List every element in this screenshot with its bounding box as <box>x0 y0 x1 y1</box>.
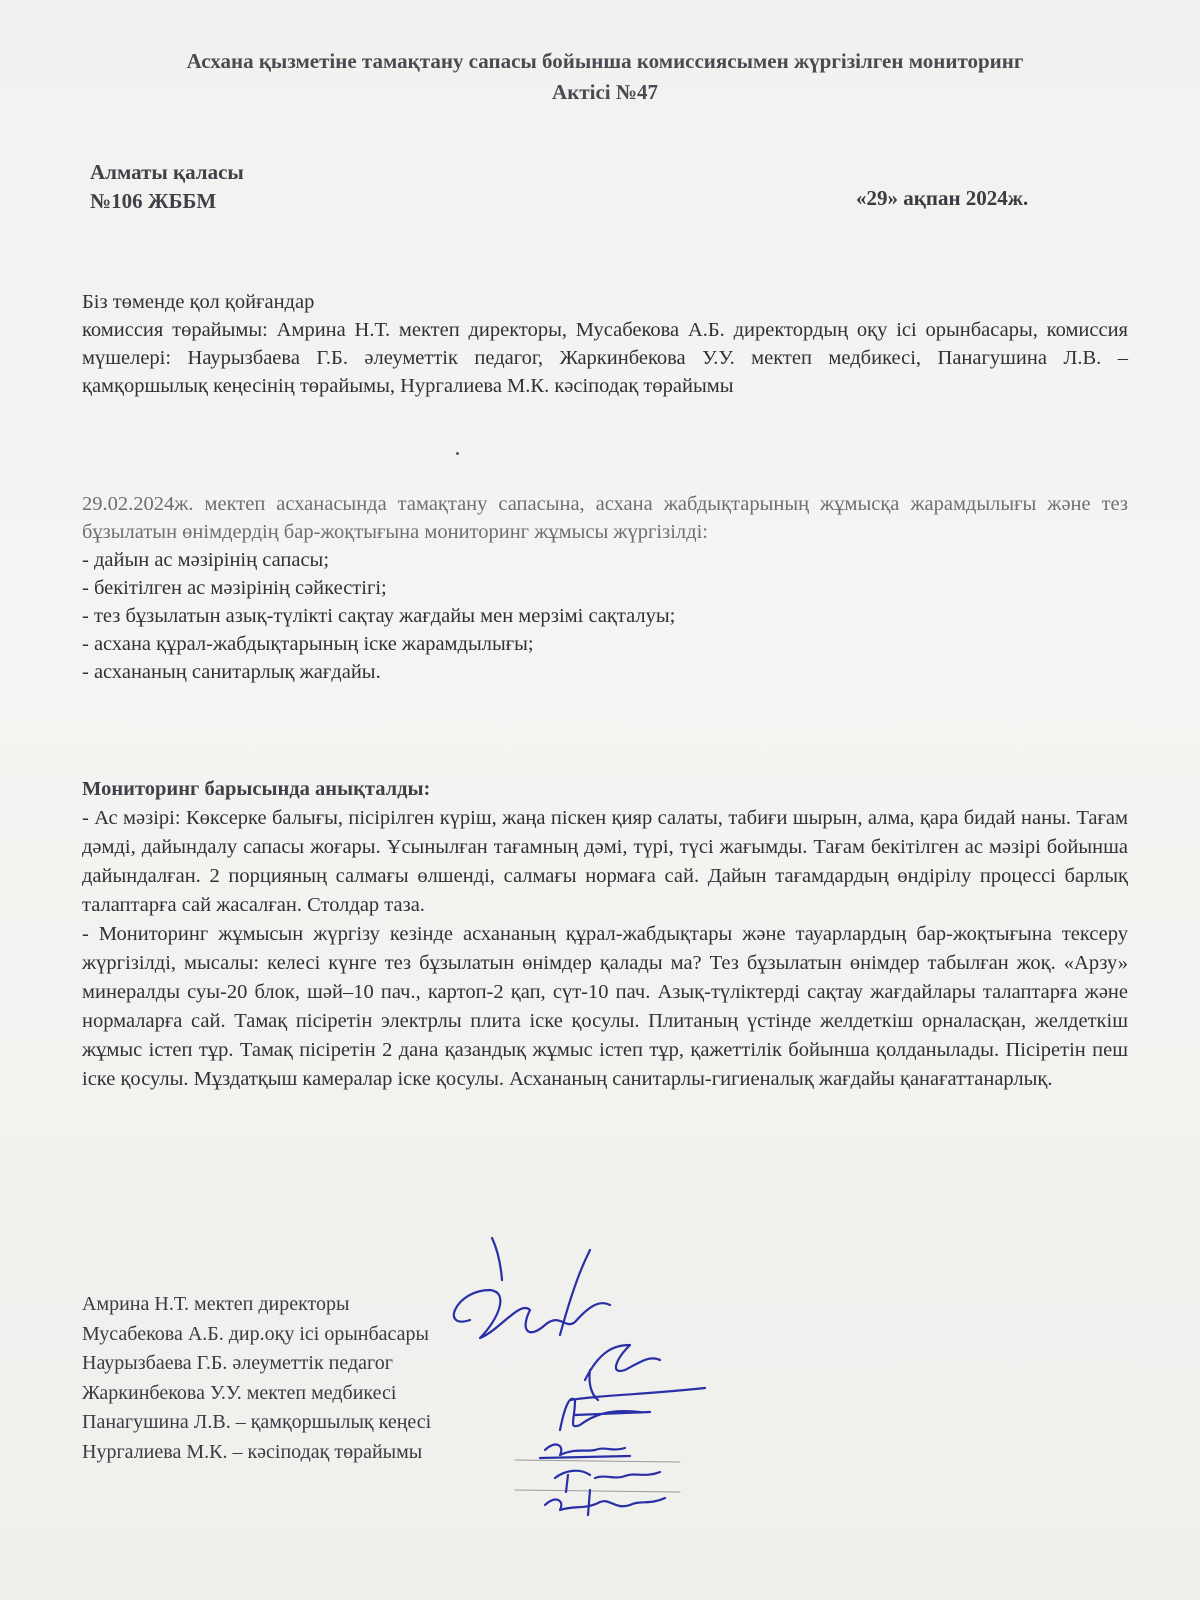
document-date: «29» ақпан 2024ж. <box>856 186 1029 210</box>
findings-paragraph <box>82 804 1128 1094</box>
list-item: - асхананың санитарлық жағдайы. <box>82 661 381 683</box>
title-line-1: Асхана қызметіне тамақтану сапасы бойынша комиссиясымен жүргізілген мониторинг <box>186 49 1024 73</box>
school-label: №106 ЖББМ <box>90 189 217 213</box>
signatory-row: Панагушина Л.В. – қамқоршылық кеңесі <box>82 1411 432 1433</box>
signatories-list <box>82 1290 431 1467</box>
intro-text: комиссия төрайымы: Амрина Н.Т. мектеп директоры, Мусабекова А.Б. директордың оқу ісі орынбасары, комиссия мүшелері: Наурызбаева Г.Б. әлеуметтік педагог, Жаркинбекова У.У. мектеп медбикесі, Панагушина Л.В. – қамқоршылық кеңесінің төрайымы, Нургалиева М.К. кәсіподақ төрайымы <box>82 319 1128 397</box>
document-title <box>80 46 1130 108</box>
pen-stroke <box>492 1238 502 1280</box>
signature-musabekova <box>570 1345 705 1400</box>
findings-heading: Мониторинг барысында анықталды: <box>82 778 431 800</box>
signature-line <box>515 1490 680 1492</box>
findings-menu-text: - Ас мәзірі: Көксерке балығы, пісірілген күріш, жаңа піскен қияр салаты, табиғи шырын, алма, қара бидай наны. Тағам дәмді, дайындалу сапасы жоғары. Ұсынылған тағамның дәмі, түрі, түсі жағымды. Тағам бекітілген ас мәзірі бойынша дайындалған. 2 порцияның салмағы өлшенді, салмағы нормаға сай. Дайын тағамдардың өндірілу процессі барлық талаптарға сай жасалған. Столдар таза. <box>82 807 1128 916</box>
signatory-row: Мусабекова А.Б. дир.оқу ісі орынбасары <box>82 1322 429 1345</box>
signature-line <box>515 1460 680 1462</box>
signatory-row: Нургалиева М.К. – кәсіподақ төрайымы <box>82 1440 423 1463</box>
signatory-row: Жаркинбекова У.У. мектеп медбикесі <box>82 1381 397 1404</box>
signature-panagushina <box>555 1471 660 1492</box>
monitoring-items-list <box>82 546 1128 686</box>
title-line-2: Актісі №47 <box>552 80 658 104</box>
signature-zharkinbekova <box>540 1445 630 1458</box>
signatory-row: Амрина Н.Т. мектеп директоры <box>82 1293 350 1315</box>
list-item: - дайын ас мәзірінің сапасы; <box>82 549 330 571</box>
intro-first-line: Біз төменде қол қойғандар <box>82 291 315 313</box>
list-item: - асхана құрал-жабдықтарының іске жарамдылығы; <box>82 633 534 655</box>
speck <box>456 452 459 455</box>
signature-nauryzbaeva <box>560 1399 650 1430</box>
monitoring-paragraph <box>82 490 1128 686</box>
signatory-row: Наурызбаева Г.Б. әлеуметтік педагог <box>82 1352 393 1374</box>
signature-nurgalieva <box>545 1490 665 1515</box>
city-label: Алматы қаласы <box>90 160 244 184</box>
list-item: - тез бұзылатын азық-түлікті сақтау жағдайы мен мерзімі сақталуы; <box>82 605 676 627</box>
monitoring-text: 29.02.2024ж. мектеп асханасында тамақтану сапасына, асхана жабдықтарының жұмысқа жарамдылығы және тез бұзылатын өнімдердің бар-жоқтығына мониторинг жұмысы жүргізілді: <box>82 493 1128 543</box>
intro-paragraph <box>82 288 1128 400</box>
findings-equipment-text: - Мониторинг жұмысын жүргізу кезінде асхананың құрал-жабдықтары және тауарлардың бар-жоқтығына тексеру жүргізілді, мысалы: келесі күнге тез бұзылатын өнімдер қалады ма? Тез бұзылатын өнімдер табылған жоқ. «Арзу» минералды суы-20 блок, шәй–10 пач., картоп-2 қап, сүт-10 пач. Азық-түліктерді сақтау жағдайлары талаптарға және нормаларға сай. Тамақ пісіретін электрлы плита іске қосулы. Плитаның үстінде желдеткіш орналасқан, желдеткіш жұмыс істеп тұр. Тамақ пісіретін 2 дана қазандық жұмыс істеп тұр, қажеттілік бойынша қолданылады. Пісіретін пеш іске қосулы. Мұздатқыш камералар іске қосулы. Асхананың санитарлы-гигиеналық жағдайы қанағаттанарлық. <box>82 923 1128 1090</box>
list-item: - бекітілген ас мәзірінің сәйкестігі; <box>82 577 387 599</box>
signature-amrina <box>454 1250 610 1338</box>
